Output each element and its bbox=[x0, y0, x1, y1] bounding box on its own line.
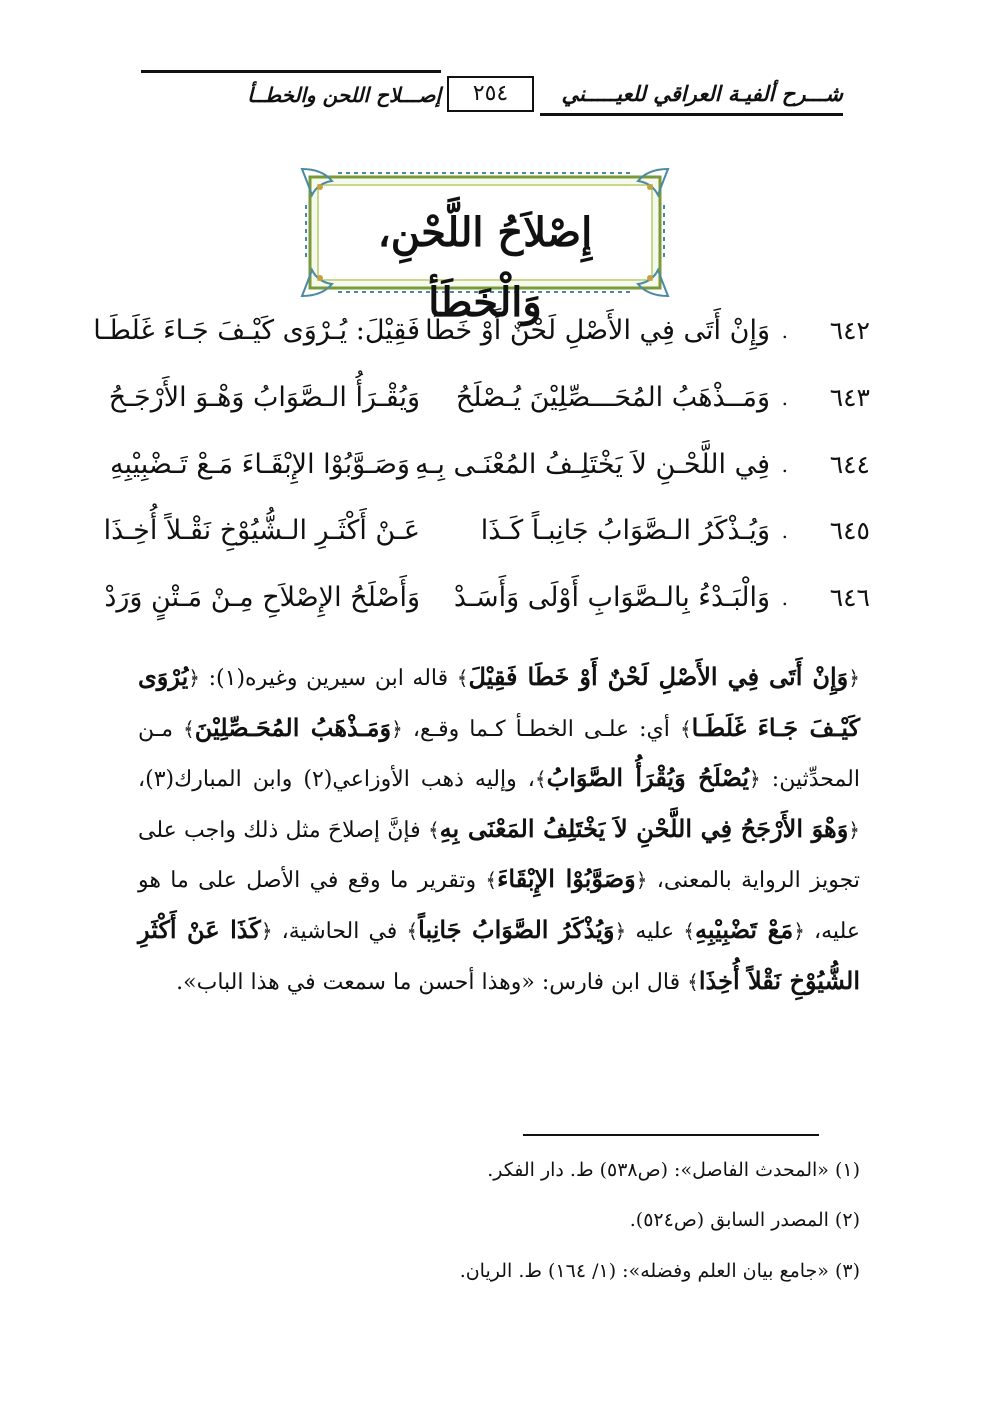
verse-dot: . bbox=[781, 519, 788, 543]
commentary-text: وتقرير ما وقع في الأصل على ما هو عليه، bbox=[138, 868, 860, 944]
header-chapter-title: إصـــلاح اللحن والخطــأ bbox=[247, 83, 441, 107]
verse-row bbox=[103, 506, 870, 556]
footnote-separator bbox=[523, 1134, 819, 1136]
verse-second-hemistich: عَـنْ أَكْثَـرِ الـشُّيُوْخِ نَقْـلاً أُخِـذَا bbox=[103, 515, 420, 546]
verse-row bbox=[110, 440, 870, 490]
footnote: (٣) «جامع بيان العلم وفضله»: (١/ ١٦٤) ط. الريان. bbox=[459, 1260, 860, 1282]
commentary-paragraph bbox=[138, 653, 860, 1007]
quoted-verse: ﴿ كَذَا عَنْ أَكْثَرِ الشُّيُوْخِ نَقْلاً أُخِذَا ﴾ bbox=[138, 915, 860, 995]
header-rule-right bbox=[540, 113, 843, 116]
verse-first-hemistich: وَمَــذْهَبُ المُحَـــصِّلِيْنَ يُـصْلَحُ bbox=[455, 382, 770, 413]
commentary-text: فإنَّ إصلاحَ مثل ذلك واجب على تجويز الرواية بالمعنى، bbox=[138, 817, 860, 894]
quoted-verse: ﴿ مَعْ تَضْبِيْبِهِ ﴾ bbox=[683, 915, 805, 944]
commentary-text: في الحاشية، bbox=[272, 918, 407, 944]
verse-dot: . bbox=[781, 319, 788, 343]
header-book-title: شـــرح ألفيـة العراقي للعيـــــني bbox=[561, 81, 843, 106]
verse-row bbox=[104, 573, 870, 623]
commentary-text: ، وإليه ذهب الأوزاعي(٢) وابن المبارك(٣)، bbox=[138, 767, 535, 793]
quoted-verse: ﴿ وَإِنْ أَتَى فِي الأَصْلِ لَحْنٌ أَوْ خَطَا فَقِيْلَ ﴾ bbox=[457, 662, 860, 691]
quoted-verse: ﴿ وَصَوَّبُوْا الإِبْقَاءَ ﴾ bbox=[485, 864, 647, 893]
verse-second-hemistich: وَصَـوَّبُوْا الإِبْقَـاءَ مَـعْ تَـضْبِيْبِهِ bbox=[110, 449, 410, 480]
quoted-verse: ﴿ يُرْوَى كَيْـفَ جَـاءَ غَلَطَـا ﴾ bbox=[138, 662, 860, 742]
section-title: إِصْلاَحُ اللَّحْنِ، وَالْخَطَأ bbox=[377, 209, 593, 326]
verse-number: ٦٤٦ bbox=[829, 583, 870, 612]
commentary-text: مـن المحدِّثين: bbox=[138, 716, 860, 793]
verse-dot: . bbox=[781, 586, 788, 610]
quoted-verse: ﴿ وَهْوَ الأَرْجَحُ فِي اللَّحْنِ لاَ يَخْتَلِفُ المَعْنَى بِهِ ﴾ bbox=[428, 814, 860, 843]
footnote: (٢) المصدر السابق (ص٥٢٤). bbox=[629, 1209, 860, 1231]
verse-second-hemistich: فَقِيْلَ: يُـرْوَى كَيْـفَ جَـاءَ غَلَطَـا bbox=[93, 315, 420, 346]
verse-first-hemistich: وَالْبَـدْءُ بِالـصَّوَابِ أَوْلَى وَأَسَـدْ bbox=[453, 582, 770, 613]
footnote: (١) «المحدث الفاصل»: (ص٥٣٨) ط. دار الفكر. bbox=[487, 1159, 860, 1181]
verse-dot: . bbox=[781, 386, 788, 410]
verse-number: ٦٤٥ bbox=[829, 516, 870, 545]
verse-row bbox=[93, 306, 870, 356]
verse-first-hemistich: وَإِنْ أَتَى فِي الأَصْلِ لَحْنٌ أَوْ خَطَا bbox=[425, 315, 770, 346]
quoted-verse: ﴿ يُصْلَحُ وَيُقْرَأُ الصَّوَابُ ﴾ bbox=[535, 763, 761, 792]
verse-row bbox=[110, 373, 870, 423]
commentary-text: قاله ابن سيرين وغيره(١): bbox=[200, 666, 457, 691]
verse-dot: . bbox=[781, 453, 788, 477]
commentary-text: عليه bbox=[626, 918, 684, 944]
commentary-text: قال ابن فارس: «وهذا أحسن ما سمعت في هذا الباب». bbox=[176, 969, 688, 995]
quoted-verse: ﴿ وَيُذْكَرُ الصَّوَابُ جَانِباً ﴾ bbox=[406, 915, 626, 944]
header-page-number: ٢٥٤ bbox=[447, 76, 534, 112]
verse-number: ٦٤٢ bbox=[829, 316, 870, 345]
quoted-verse: ﴿ وَمَـذْهَبُ المُحَـصِّلِيْنَ ﴾ bbox=[183, 713, 403, 742]
verse-first-hemistich: فِي اللَّحْـنِ لاَ يَخْتَلِـفُ المُعْنَـى بِـهِ bbox=[415, 449, 770, 480]
verse-number: ٦٤٣ bbox=[829, 383, 870, 412]
verse-number: ٦٤٤ bbox=[829, 450, 870, 479]
header-rule-left bbox=[141, 70, 441, 73]
verse-first-hemistich: وَيُـذْكَرُ الـصَّوَابُ جَانِبـاً كَـذَا bbox=[480, 515, 770, 546]
verse-second-hemistich: وَأَصْلَحُ الإِصْلاَحِ مِـنْ مَـتْنٍ وَرَدْ bbox=[104, 582, 420, 613]
verse-second-hemistich: وَيُقْـرَأُ الـصَّوَابُ وَهْـوَ الأَرْجَـحُ bbox=[108, 382, 420, 413]
commentary-text: أي: علـى الخطـأ كـما وقـع، bbox=[402, 716, 680, 742]
